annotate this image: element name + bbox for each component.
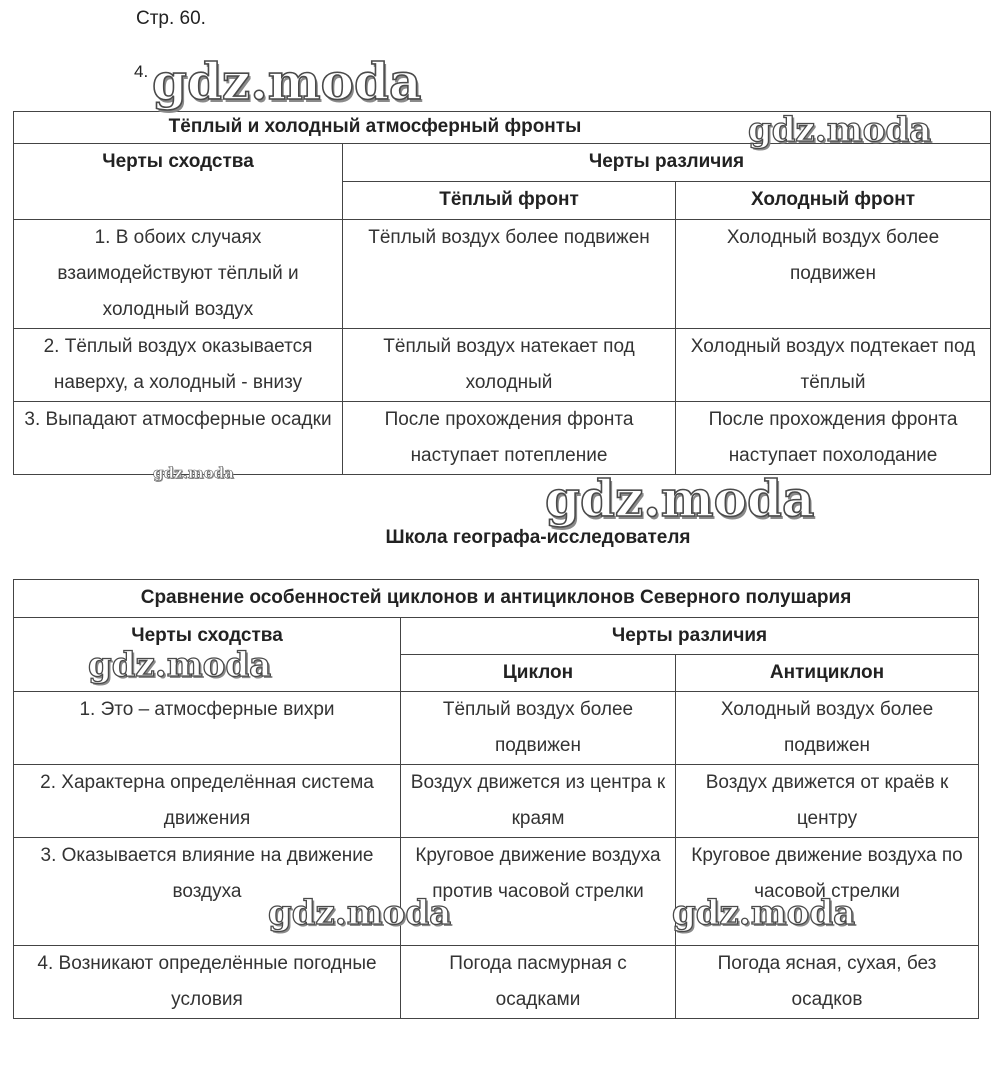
- table-row: [14, 765, 979, 838]
- similarity-cell: 3. Оказывается влияние на движение воздуха: [14, 838, 401, 946]
- watermark-logo: gdz.moda: [672, 893, 856, 933]
- table-row: [14, 329, 991, 402]
- warm-front-cell: Тёплый воздух натекает под холодный: [343, 329, 676, 402]
- cyclone-cell: Круговое движение воздуха против часовой стрелки: [401, 838, 676, 946]
- similarity-cell: 4. Возникают определённые погодные условия: [14, 946, 401, 1019]
- watermark-logo: gdz.moda: [152, 52, 422, 111]
- header-cyclone: Циклон: [401, 655, 676, 692]
- anticyclone-cell: Холодный воздух более подвижен: [676, 692, 979, 765]
- cold-front-cell: Холодный воздух подтекает под тёплый: [676, 329, 991, 402]
- watermark-logo: gdz.moda: [268, 893, 452, 933]
- watermark-logo: gdz.moda: [545, 469, 815, 528]
- warm-front-cell: После прохождения фронта наступает потепление: [343, 402, 676, 475]
- table-row: [14, 220, 991, 329]
- header-differences: Черты различия: [401, 618, 979, 655]
- cyclone-cell: Воздух движется из центра к краям: [401, 765, 676, 838]
- cyclones-comparison-table: [13, 579, 979, 1019]
- cold-front-cell: Холодный воздух более подвижен: [676, 220, 991, 329]
- page-label: Стр. 60.: [136, 8, 206, 29]
- anticyclone-cell: Погода ясная, сухая, без осадков: [676, 946, 979, 1019]
- table-row: [14, 838, 979, 946]
- cyclone-cell: Погода пасмурная с осадками: [401, 946, 676, 1019]
- table-row: [14, 946, 979, 1019]
- header-similarities: Черты сходства: [14, 618, 401, 692]
- task-number: 4.: [134, 62, 149, 81]
- header-anticyclone: Антициклон: [676, 655, 979, 692]
- similarity-cell: 1. В обоих случаях взаимодействуют тёплый и холодный воздух: [14, 220, 343, 329]
- header-warm-front: Тёплый фронт: [343, 182, 676, 220]
- watermark-logo: gdz.moda: [153, 464, 234, 482]
- anticyclone-cell: Воздух движется от краёв к центру: [676, 765, 979, 838]
- header-similarities: Черты сходства: [14, 144, 343, 220]
- anticyclone-cell: Круговое движение воздуха по часовой стрелки: [676, 838, 979, 946]
- similarity-cell: 2. Тёплый воздух оказывается наверху, а холодный - внизу: [14, 329, 343, 402]
- watermark-logo: gdz.moda: [88, 645, 272, 685]
- similarity-cell: 3. Выпадают атмосферные осадки: [14, 402, 343, 475]
- header-cold-front: Холодный фронт: [676, 182, 991, 220]
- table-row: [14, 402, 991, 475]
- table-row: [14, 692, 979, 765]
- similarity-cell: 2. Характерна определённая система движения: [14, 765, 401, 838]
- warm-front-cell: Тёплый воздух более подвижен: [343, 220, 676, 329]
- cyclone-cell: Тёплый воздух более подвижен: [401, 692, 676, 765]
- watermark-logo: gdz.moda: [748, 110, 932, 150]
- header-differences: Черты различия: [343, 144, 991, 182]
- fronts-comparison-table: [13, 111, 991, 475]
- cold-front-cell: После прохождения фронта наступает похолодание: [676, 402, 991, 475]
- similarity-cell: 1. Это – атмосферные вихри: [14, 692, 401, 765]
- table-title: Сравнение особенностей циклонов и антициклонов Северного полушария: [14, 580, 979, 618]
- table-title: Тёплый и холодный атмосферный фронты: [14, 112, 991, 144]
- section-heading: Школа географа-исследователя: [385, 527, 691, 548]
